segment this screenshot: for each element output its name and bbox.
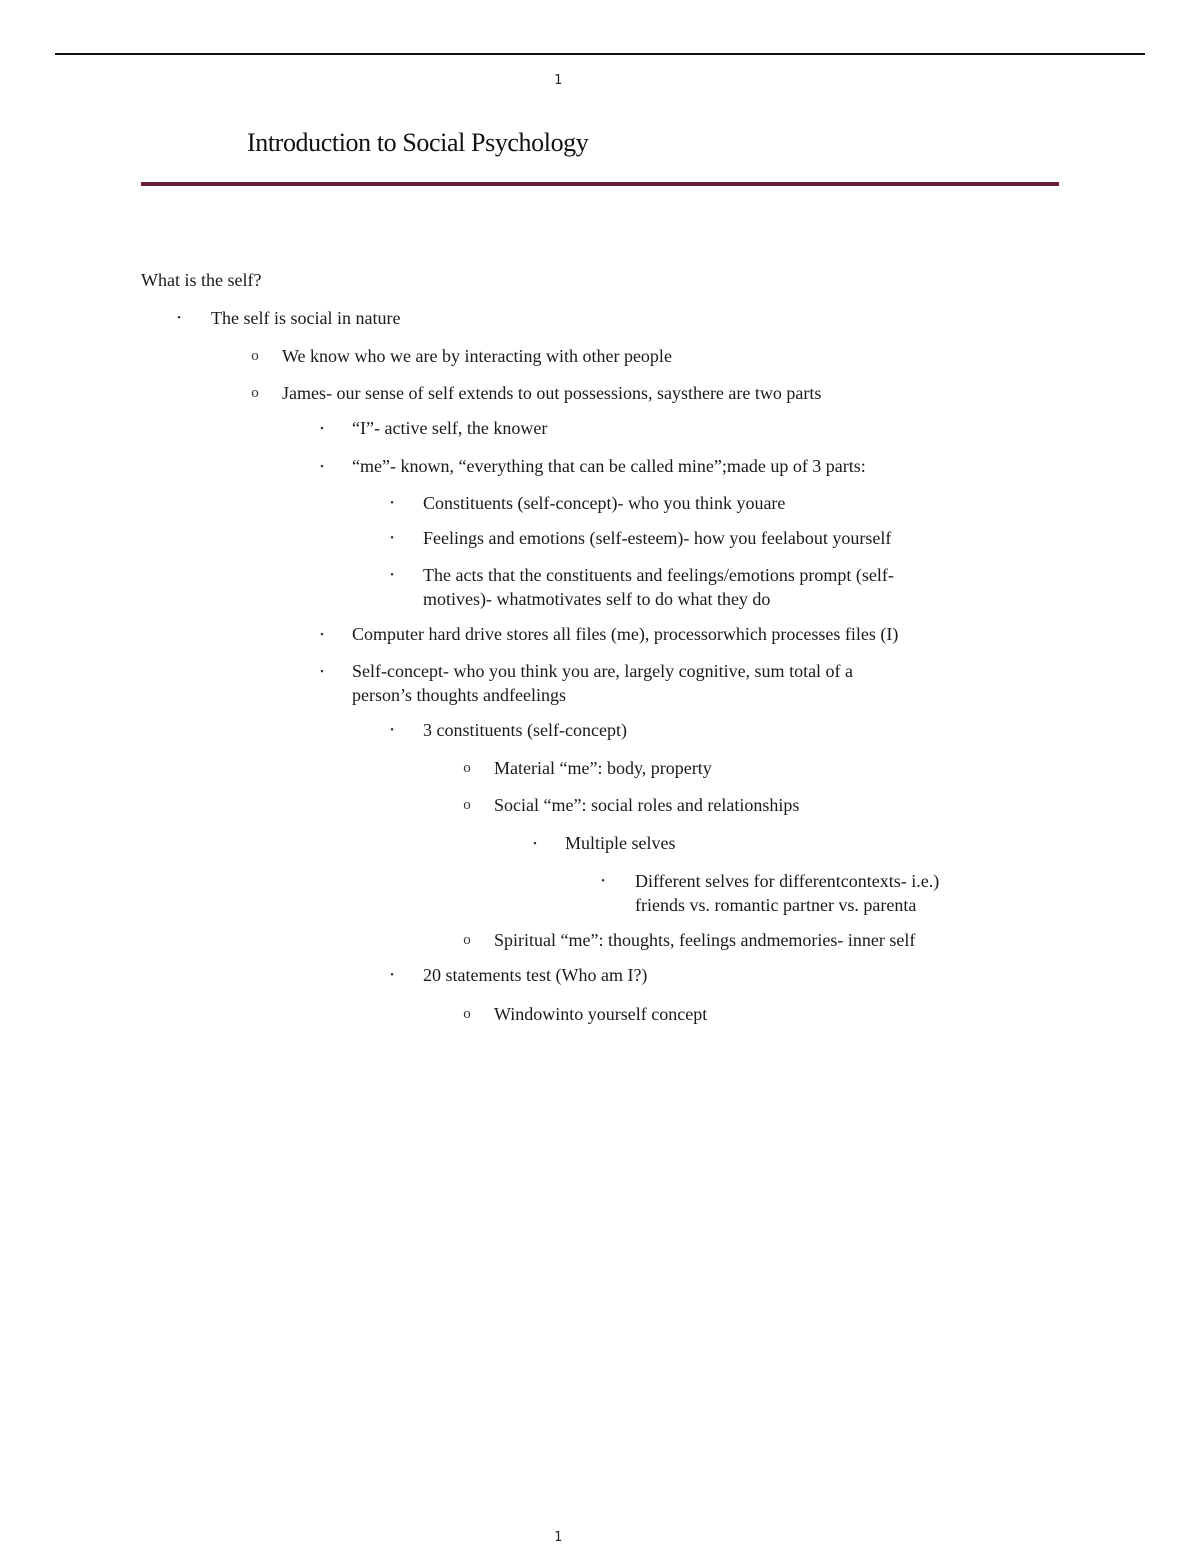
list-item-continuation: motives)- whatmotivates self to do what they do (423, 589, 771, 609)
bullet-square-icon: ▪ (320, 666, 324, 676)
list-item: Social “me”: social roles and relationships (494, 795, 800, 815)
page-number-bottom: 1 (554, 1530, 562, 1545)
bullet-square-icon: ▪ (320, 461, 324, 471)
list-item: Windowinto yourself concept (494, 1004, 708, 1024)
bullet-square-icon: ▪ (320, 423, 324, 433)
bullet-circle-icon: o (463, 797, 471, 813)
header-rule (55, 53, 1145, 55)
list-item: Multiple selves (565, 833, 676, 853)
bullet-square-icon: ▪ (320, 629, 324, 639)
list-item: 3 constituents (self-concept) (423, 720, 627, 740)
list-item: Constituents (self-concept)- who you think youare (423, 493, 786, 513)
title-underline (141, 182, 1059, 186)
bullet-dot-icon: • (390, 497, 394, 509)
list-item: Computer hard drive stores all files (me), processorwhich processes files (I) (352, 624, 899, 644)
list-item: Material “me”: body, property (494, 758, 712, 778)
bullet-dot-icon: • (390, 532, 394, 544)
list-item: Different selves for differentcontexts- i.e.) (635, 871, 940, 891)
list-item: James- our sense of self extends to out possessions, saysthere are two parts (282, 383, 822, 403)
bullet-circle-icon: o (251, 385, 259, 401)
list-item: Spiritual “me”: thoughts, feelings andmemories- inner self (494, 930, 916, 950)
bullet-circle-icon: o (463, 760, 471, 776)
bullet-dot-icon: • (390, 569, 394, 581)
list-item: “me”- known, “everything that can be called mine”;made up of 3 parts: (352, 456, 866, 476)
list-item: The acts that the constituents and feelings/emotions prompt (self- (423, 565, 894, 585)
bullet-dot-icon: • (390, 724, 394, 736)
bullet-dot-icon: • (390, 969, 394, 981)
page-number-top: 1 (554, 73, 562, 88)
list-item: “I”- active self, the knower (352, 418, 548, 438)
bullet-square-icon: ▪ (533, 838, 537, 848)
list-item-continuation: friends vs. romantic partner vs. parenta (635, 895, 917, 915)
bullet-circle-icon: o (463, 1006, 471, 1022)
list-item: The self is social in nature (211, 308, 401, 328)
bullet-dot-icon: • (177, 312, 181, 324)
list-item-continuation: person’s thoughts andfeelings (352, 685, 566, 705)
bullet-dot-icon: • (601, 875, 605, 887)
list-item: 20 statements test (Who am I?) (423, 965, 648, 985)
section-heading: What is the self? (141, 270, 262, 290)
list-item: Self-concept- who you think you are, largely cognitive, sum total of a (352, 661, 854, 681)
list-item: Feelings and emotions (self-esteem)- how you feelabout yourself (423, 528, 892, 548)
bullet-circle-icon: o (251, 348, 259, 364)
bullet-circle-icon: o (463, 932, 471, 948)
list-item: We know who we are by interacting with other people (282, 346, 672, 366)
document-title: Introduction to Social Psychology (247, 128, 589, 157)
